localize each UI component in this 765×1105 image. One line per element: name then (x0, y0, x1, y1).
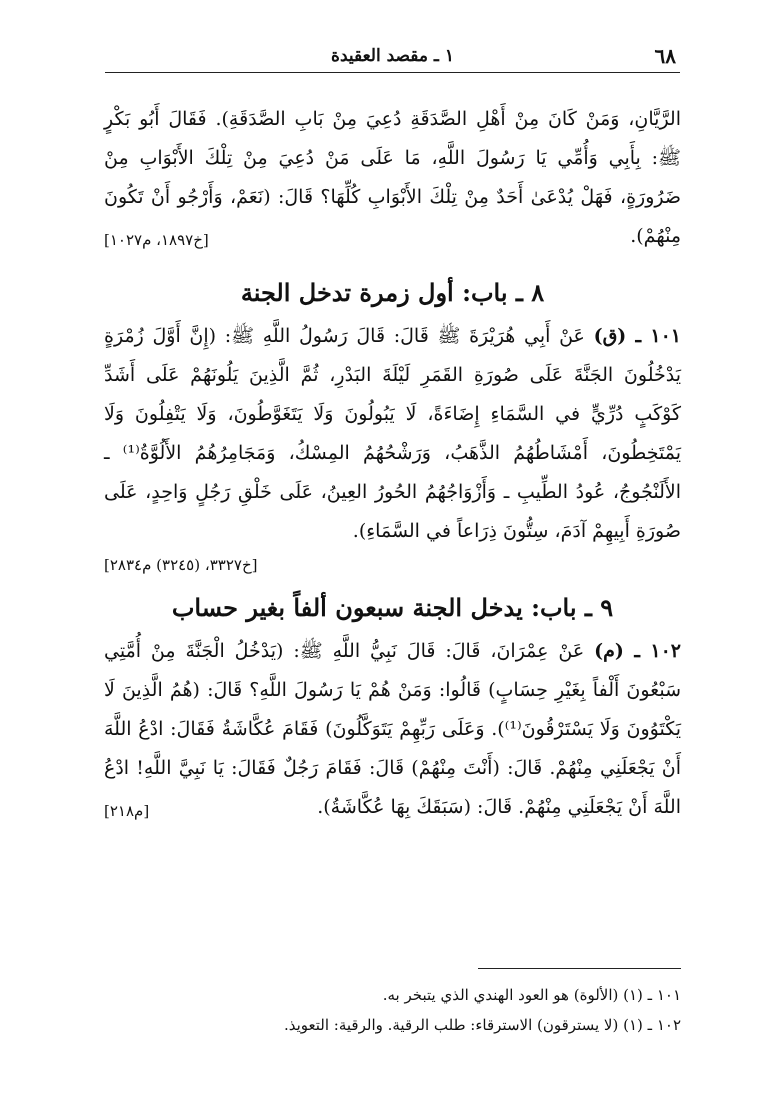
hadith-101 (104, 317, 681, 551)
hadith-101-number: ١٠١ ـ (ق) (593, 325, 681, 347)
running-title: ١ ـ مقصد العقيدة (331, 46, 454, 66)
page-header (105, 38, 680, 73)
page-body (104, 100, 681, 831)
bab-9-heading: ٩ ـ باب: يدخل الجنة سبعون ألفاً بغير حساب (171, 593, 614, 622)
bab-8-heading: ٨ ـ باب: أول زمرة تدخل الجنة (240, 278, 545, 307)
hadith-102-citation: [م٢١٨] (104, 802, 150, 820)
hadith-101-citation: [خ٣٣٢٧، (٣٢٤٥) م٢٨٣٤] (104, 556, 258, 574)
intro-paragraph (104, 100, 681, 256)
footnote-101: ١٠١ ـ (١) (الألوة) هو العود الهندي الذي يتبخر به. (382, 986, 681, 1004)
hadith-101-citation-line (104, 551, 681, 579)
hadith-102-text: عَنْ عِمْرَانَ، قَالَ: قَالَ نَبِيُّ اللَّهِ ﷺ: (يَدْخُلُ الْجَنَّةَ مِنْ أُمَّتِي سَبْعُونَ أَلْفاً بِغَيْرِ حِسَابٍ) قَالُوا: وَمَنْ هُمْ يَا رَسُولَ اللَّهِ؟ قَالَ: (هُمُ الَّذِينَ لَا يَكْتَوُونَ وَلَا يَسْتَرْقُونَ⁽¹⁾). وَعَلَى رَبِّهِمْ يَتَوَكَّلُونَ) فَقَامَ عُكَّاشَةُ فَقَالَ: ادْعُ اللَّهَ أَنْ يَجْعَلَنِي مِنْهُمْ. قَالَ: (أَنْتَ مِنْهُمْ) قَالَ: فَقَامَ رَجُلٌ فَقَالَ: يَا نَبِيَّ اللَّهِ! ادْعُ اللَّهَ أَنْ يَجْعَلَنِي مِنْهُمْ. قَالَ: (سَبَقَكَ بِهَا عُكَّاشَةُ). (104, 640, 681, 818)
hadith-102 (104, 632, 681, 827)
page-number: ٦٨ (654, 44, 676, 68)
hadith-101-text: عَنْ أَبِي هُرَيْرَةَ ﷺ قَالَ: قَالَ رَسُولُ اللَّهِ ﷺ: (إِنَّ أَوَّلَ زُمْرَةٍ يَدْخُلُونَ الجَنَّةَ عَلَى صُورَةِ القَمَرِ لَيْلَةَ البَدْرِ، ثُمَّ الَّذِينَ يَلُونَهُمْ عَلَى أَشَدِّ كَوْكَبٍ دُرِّيٍّ في السَّمَاءِ إِضَاءَةً، لَا يَبُولُونَ وَلَا يَتَغَوَّطُونَ، وَلَا يَتْفِلُونَ وَلَا يَمْتَخِطُونَ، أَمْشَاطُهُمُ الذَّهَبُ، وَرَشْحُهُمُ المِسْكُ، وَمَجَامِرُهُمُ الأَلُوَّةُ⁽¹⁾ ـ الأَلَنْجُوجُ، عُودُ الطِّيبِ ـ وَأَزْوَاجُهُمُ الحُورُ العِينُ، عَلَى خَلْقِ رَجُلٍ وَاحِدٍ، عَلَى صُورَةِ أَبِيهِمْ آدَمَ، سِتُّونَ ذِرَاعاً في السَّمَاءِ). (104, 325, 681, 542)
footnote-divider (478, 968, 681, 969)
hadith-102-number: ١٠٢ ـ (م) (594, 640, 681, 662)
intro-citation: [خ١٨٩٧، م١٠٢٧] (104, 231, 209, 249)
footnotes (104, 980, 681, 1040)
intro-text: الرَّيَّانِ، وَمَنْ كَانَ مِنْ أَهْلِ الصَّدَقَةِ دُعِيَ مِنْ بَابِ الصَّدَقَةِ). فَقَالَ أَبُو بَكْرٍ ﷺ: بِأَبِي وَأُمِّي يَا رَسُولَ اللَّهِ، مَا عَلَى مَنْ دُعِيَ مِنْ تِلْكَ الأَبْوَابِ مِنْ ضَرُورَةٍ، فَهَلْ يُدْعَىٰ أَحَدٌ مِنْ تِلْكَ الأَبْوَابِ كُلِّهَا؟ قَالَ: (نَعَمْ، وَأَرْجُو أَنْ تَكُونَ مِنْهُمْ). (104, 108, 681, 247)
footnote-102: ١٠٢ ـ (١) (لا يسترقون) الاسترقاء: طلب الرقية. والرقية: التعويذ. (283, 1016, 681, 1034)
